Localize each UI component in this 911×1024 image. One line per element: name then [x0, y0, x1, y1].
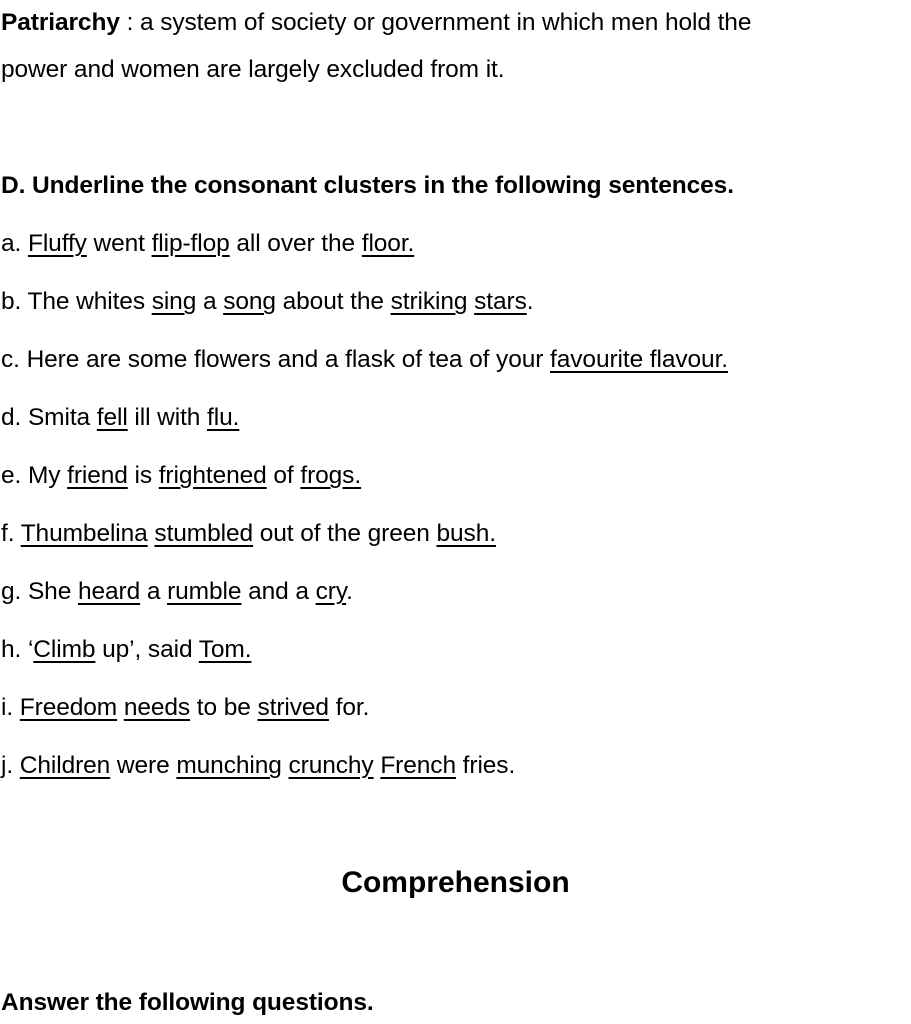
sentence-text: h. ‘ — [1, 636, 34, 663]
sentence-text: f. — [1, 520, 21, 547]
sentence-text: went — [86, 230, 152, 257]
sentence-text: and a — [241, 578, 316, 605]
sentence-text: fries. — [455, 752, 516, 779]
underlined-cluster-word: favourite flavour. — [550, 346, 728, 373]
sentence-line — [1, 460, 361, 492]
underlined-cluster-word: munching — [176, 752, 282, 779]
underlined-cluster-word: crunchy — [288, 752, 374, 779]
sentence-text: b. The whites — [1, 288, 152, 315]
underlined-cluster-word: heard — [77, 578, 141, 605]
sentence-line — [1, 692, 369, 724]
exercise-heading: D. Underline the consonant clusters in the following sentences. — [1, 172, 734, 199]
comprehension-instruction: Answer the following questions. — [1, 989, 374, 1016]
sentence-line — [1, 750, 515, 782]
section-heading-comprehension: Comprehension — [341, 866, 570, 899]
underlined-cluster-word: Tom. — [198, 636, 252, 663]
sentence-text: were — [110, 752, 177, 779]
sentence-line — [1, 286, 533, 318]
sentence-text: g. She — [1, 578, 78, 605]
sentence-text — [282, 752, 289, 779]
sentence-text: for. — [328, 694, 370, 721]
sentence-text: d. Smita — [1, 404, 97, 431]
underlined-cluster-word: frightened — [158, 462, 267, 489]
underlined-cluster-word: bush. — [436, 520, 496, 547]
sentence-text: up’, said — [95, 636, 199, 663]
sentence-text: out of the green — [253, 520, 437, 547]
sentence-line — [1, 402, 239, 434]
sentence-line — [1, 344, 728, 376]
sentence-text: a. — [1, 230, 28, 257]
sentence-text: c. Here are some flowers and a flask of tea of your — [1, 346, 551, 373]
sentence-text: j. — [1, 752, 20, 779]
underlined-cluster-word: strived — [257, 694, 329, 721]
underlined-cluster-word: Fluffy — [27, 230, 87, 257]
underlined-cluster-word: French — [380, 752, 456, 779]
underlined-cluster-word: flu. — [207, 404, 240, 431]
sentence-line — [1, 228, 414, 260]
sentence-text: to be — [190, 694, 258, 721]
underlined-cluster-word: fell — [96, 404, 128, 431]
underlined-cluster-word: Freedom — [19, 694, 118, 721]
sentence-line — [1, 576, 353, 608]
underlined-cluster-word: Children — [19, 752, 111, 779]
underlined-cluster-word: song — [223, 288, 276, 315]
underlined-cluster-word: stumbled — [154, 520, 254, 547]
definition-line-2: power and women are largely excluded from it. — [1, 56, 505, 83]
sentence-text: . — [526, 288, 534, 315]
sentence-text: . — [346, 578, 353, 605]
sentence-text: is — [127, 462, 159, 489]
definition-line-1 — [1, 7, 751, 39]
sentence-text: i. — [1, 694, 20, 721]
sentence-text: a — [140, 578, 168, 605]
underlined-cluster-word: friend — [67, 462, 128, 489]
underlined-cluster-word: flip-flop — [151, 230, 230, 257]
underlined-cluster-word: cry — [315, 578, 347, 605]
sentence-text: about the — [275, 288, 391, 315]
sentence-text: of — [266, 462, 301, 489]
underlined-cluster-word: rumble — [167, 578, 242, 605]
underlined-cluster-word: striking — [390, 288, 468, 315]
underlined-cluster-word: floor. — [361, 230, 415, 257]
sentence-text: all over the — [229, 230, 362, 257]
sentence-line — [1, 634, 251, 666]
underlined-cluster-word: Climb — [33, 636, 96, 663]
underlined-cluster-word: stars — [474, 288, 527, 315]
sentence-text: e. My — [1, 462, 68, 489]
sentence-line — [1, 518, 496, 550]
sentence-text: ill with — [127, 404, 208, 431]
sentence-text — [117, 694, 124, 721]
sentence-text: a — [196, 288, 224, 315]
underlined-cluster-word: Thumbelina — [20, 520, 148, 547]
underlined-cluster-word: frogs. — [300, 462, 362, 489]
definition-text: : a system of society or government in which men hold the — [119, 9, 752, 36]
underlined-cluster-word: sing — [151, 288, 197, 315]
underlined-cluster-word: needs — [123, 694, 191, 721]
definition-term: Patriarchy — [1, 9, 120, 36]
